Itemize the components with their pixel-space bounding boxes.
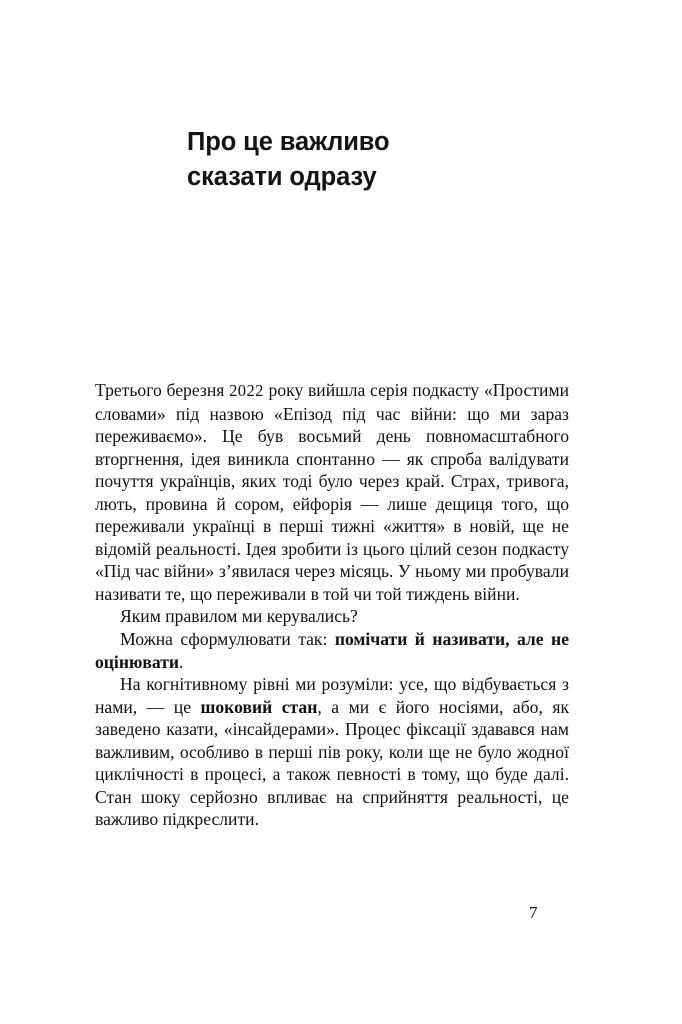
page-number: 7 — [529, 903, 538, 922]
paragraph-3-tail: . — [179, 651, 184, 672]
paragraph-1-part-1: Третього березня — [95, 380, 230, 400]
page-title-line-1: Про це важливо — [187, 128, 390, 157]
paragraph-3-lead: Можна сформулювати так: — [120, 629, 335, 650]
page-title-line-2: сказати одразу — [187, 163, 377, 192]
paragraph-3-emphasis: помічати й називати, але не оцінювати — [95, 629, 570, 672]
paragraph-4-tail: , а ми є його носіями, або, як заведено казати, «інсайдерами». Процес фіксації здавався нам важливим, особливо в перші пів року, коли ще не було жодної циклічності в процесі, а також певності в тому, що буде далі. Стан шоку серйозно впливає на сприйняття реальності, це важливо підкреслити. — [95, 696, 569, 830]
paragraph-1-year: 2022 — [229, 381, 264, 400]
paragraph-4-lead: На когнітивному рівні ми розуміли: усе, що відбувається з нами, — це — [95, 674, 569, 717]
page-title — [187, 125, 607, 195]
paragraph-1 — [95, 379, 569, 605]
body-text — [95, 379, 569, 831]
paragraph-1-part-2: року вийшла серія подкасту «Простими словами» під назвою «Епізод під час війни: що ми зараз переживаємо». Це був восьмий день повномасштабного вторгнення, ідея виникла спонтанно — як спроба валідувати почуття українців, яких тоді було через край. Страх, тривога, лють, провина й сором, ейфорія — лише дещиця того, що переживали українці в перші тижні «життя» в новій, ще не відомій реальності. Ідея зробити із цього цілий сезон подкасту «Під час війни» з’явилася через місяць. У ньому ми пробували називати те, що переживали в той чи той тиждень війни. — [95, 380, 569, 604]
paragraph-2: Яким правилом ми керувались? — [120, 606, 358, 627]
paragraph-3 — [95, 628, 569, 673]
paragraph-4-emphasis: шоковий стан — [200, 696, 318, 717]
paragraph-4 — [95, 673, 569, 831]
